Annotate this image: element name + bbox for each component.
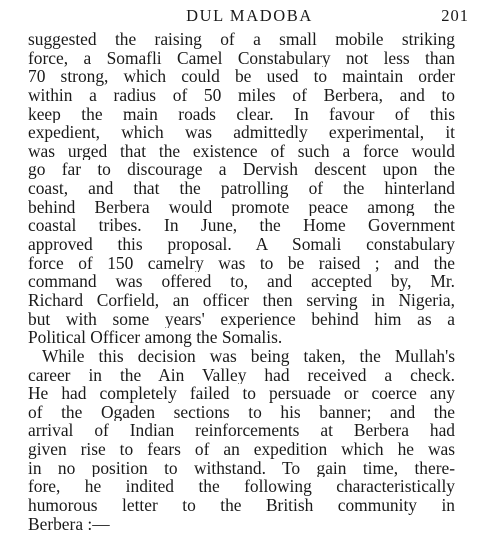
text-line: but with some years' experience behind him as a [28, 309, 455, 329]
text-line: fore, he indited the following characteristically [28, 477, 455, 497]
text-line: coast, and that the patrolling of the hinterland [28, 179, 455, 198]
page-header [0, 5, 499, 27]
text-line: keep the main roads clear. In favour of this [28, 104, 455, 124]
text-line: within a radius of 50 miles of Berbera, and to [28, 85, 455, 105]
page-number: 201 [441, 6, 469, 25]
text-line: of the Ogaden sections to his banner; and the [28, 402, 455, 422]
text-line: in no position to withstand. To gain time, there- [28, 458, 455, 478]
text-line: was urged that the existence of such a force would [28, 141, 455, 161]
text-line: career in the Ain Valley had received a check. [28, 365, 455, 385]
paragraph [28, 30, 455, 347]
text-line: behind Berbera would promote peace among the [28, 197, 455, 217]
paragraph [28, 347, 455, 533]
text-line: 70 strong, which could be used to maintain order [28, 67, 455, 86]
text-line: arrival of Indian reinforcements at Berbera had [28, 421, 455, 441]
text-line: approved this proposal. A Somali constabulary [28, 235, 455, 254]
text-line: given rise to fears of an expedition which he was [28, 440, 455, 459]
running-head: DUL MADOBA [186, 6, 313, 25]
text-line: go far to discourage a Dervish descent upon the [28, 160, 455, 180]
text-line: He had completely failed to persuade or coerce any [28, 384, 455, 403]
text-line: humorous letter to the British community in [28, 496, 455, 515]
text-line: force, a Somafli Camel Constabulary not less than [28, 48, 455, 68]
text-line: expedient, which was admittedly experimental, it [28, 123, 455, 142]
text-line: coastal tribes. In June, the Home Government [28, 216, 455, 236]
page-body [28, 30, 455, 533]
text-line: force of 150 camelry was to be raised ; and the [28, 253, 455, 273]
text-line: suggested the raising of a small mobile striking [28, 30, 455, 49]
text-line: command was offered to, and accepted by, Mr. [28, 272, 455, 291]
text-line: While this decision was being taken, the Mullah's [42, 346, 455, 366]
text-line: Berbera :— [28, 514, 110, 533]
text-line: Richard Corfield, an officer then serving in Nigeria, [28, 290, 455, 310]
text-line: Political Officer among the Somalis. [28, 328, 283, 347]
